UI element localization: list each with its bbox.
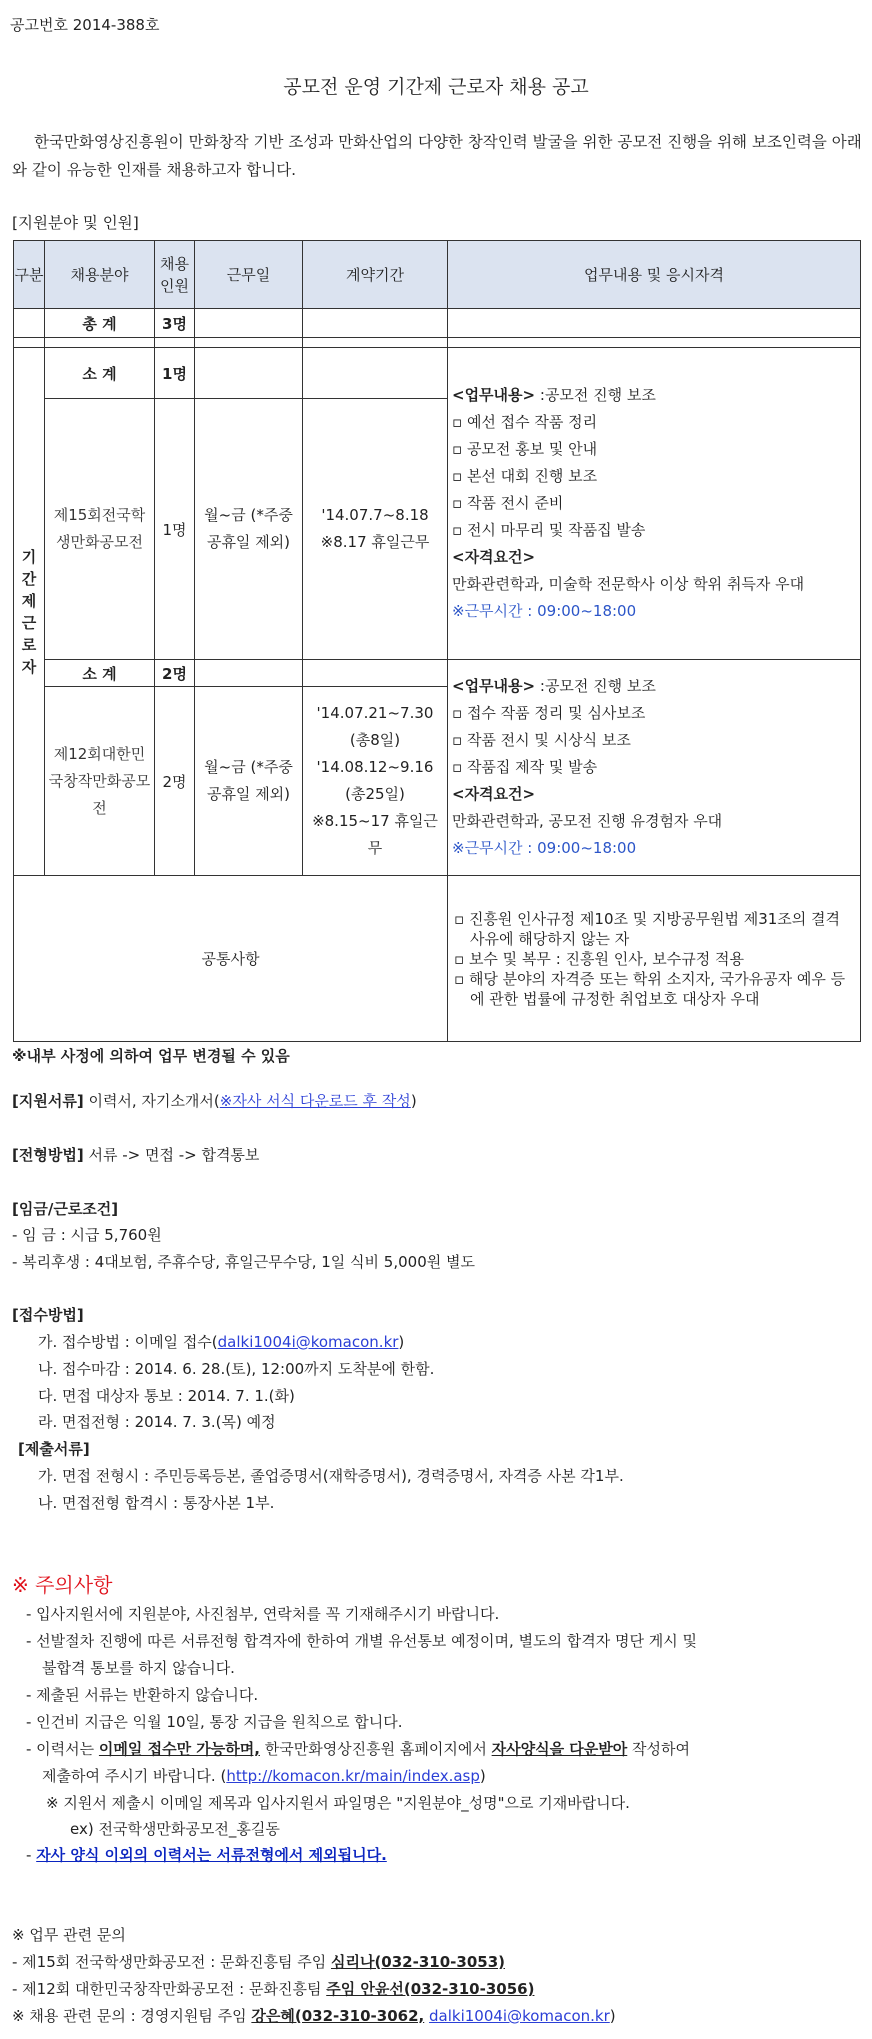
wage-label: [임금/근로조건] bbox=[12, 1200, 119, 1218]
wage-item: - 복리후생 : 4대보험, 주휴수당, 휴일근무수당, 1일 식비 5,000원 별도 bbox=[12, 1253, 475, 1271]
group2-subtotal-label: 소 계 bbox=[45, 660, 155, 687]
exclude-line: - 자사 양식 이외의 이력서는 서류전형에서 제외됩니다. bbox=[26, 1846, 387, 1864]
group2-duty-cell: <업무내용> :공모전 진행 보조 ▫ 접수 작품 정리 및 심사보조 ▫ 작품 전시 및 시상식 보조 ▫ 작품집 제작 및 발송 <자격요건> 만화관련학과, 공모전 진행 유경험자 우대 ※근무시간 : 09:00~18:00 bbox=[448, 660, 861, 876]
change-notice: ※내부 사정에 의하여 업무 변경될 수 있음 bbox=[12, 1047, 290, 1065]
group1-duty-item: 예선 접수 작품 정리 bbox=[466, 413, 598, 431]
caution-title: ※ 주의사항 bbox=[12, 1573, 113, 1597]
contacts-title: ※ 업무 관련 문의 bbox=[12, 1926, 126, 1944]
group2-work-hours: ※근무시간 : 09:00~18:00 bbox=[452, 839, 637, 857]
group2-qual-title: <자격요건> bbox=[452, 785, 536, 803]
intro-paragraph: 한국만화영상진흥원이 만화창작 기반 조성과 만화산업의 다양한 창작인력 발굴을 위한 공모전 진행을 위해 보조인력을 아래와 같이 유능한 인재를 채용하고자 합니다. bbox=[12, 133, 862, 179]
header-gubun: 구분 bbox=[14, 241, 45, 309]
caution-item: - 인건비 지급은 익월 10일, 통장 지급을 원칙으로 합니다. bbox=[26, 1713, 403, 1731]
receipt-item: 나. 접수마감 : 2014. 6. 28.(토), 12:00까지 도착분에 한함. bbox=[38, 1360, 435, 1378]
group1-duty-item: 본선 대회 진행 보조 bbox=[466, 467, 598, 485]
receipt-item: 다. 면접 대상자 통보 : 2014. 7. 1.(화) bbox=[38, 1387, 295, 1405]
email-note: ※ 지원서 제출시 이메일 제목과 입사지원서 파일명은 "지원분야_성명"으로 기재바랍니다. bbox=[46, 1794, 630, 1812]
receipt-label: [접수방법] bbox=[12, 1306, 84, 1324]
caution-item: - 제출된 서류는 반환하지 않습니다. bbox=[26, 1686, 259, 1704]
group2-workday: 월~금 (*주중공휴일 제외) bbox=[195, 687, 303, 876]
header-workday: 근무일 bbox=[195, 241, 303, 309]
resume-line-2: 제출하여 주시기 바랍니다. (http://komacon.kr/main/index.asp) bbox=[42, 1767, 486, 1785]
group1-duty-title: <업무내용> bbox=[452, 386, 536, 404]
group2-duty-item: 작품집 제작 및 발송 bbox=[466, 758, 598, 776]
group1-duty-item: 작품 전시 준비 bbox=[466, 494, 564, 512]
contact-line: - 제15회 전국학생만화공모전 : 문화진흥팀 주임 심리나(032-310-3053) bbox=[12, 1953, 505, 1971]
group1-duty-item: 공모전 홍보 및 안내 bbox=[466, 440, 598, 458]
group2-field: 제12회대한민국창작만화공모전 bbox=[45, 687, 155, 876]
common-label: 공통사항 bbox=[14, 876, 448, 1042]
group1-count: 1명 bbox=[155, 399, 195, 660]
group1-field: 제15회전국학생만화공모전 bbox=[45, 399, 155, 660]
section-label: [지원분야 및 인원] bbox=[12, 214, 139, 232]
submit-item: 나. 면접전형 합격시 : 통장사본 1부. bbox=[38, 1494, 275, 1512]
header-field: 채용분야 bbox=[45, 241, 155, 309]
submit-label: [제출서류] bbox=[18, 1440, 90, 1458]
caution-item: 불합격 통보를 하지 않습니다. bbox=[42, 1659, 235, 1677]
group2-duty-item: 작품 전시 및 시상식 보조 bbox=[466, 731, 631, 749]
category-cell: 기간제근로자 bbox=[14, 348, 45, 876]
contact-line: ※ 채용 관련 문의 : 경영지원팀 주임 강은혜(032-310-3062, dalki1004i@komacon.kr) bbox=[12, 2007, 616, 2025]
group2-period: '14.07.21~7.30 (총8일) '14.08.12~9.16 (총25일) ※8.15~17 휴일근무 bbox=[303, 687, 448, 876]
group2-duty-title: <업무내용> bbox=[452, 677, 536, 695]
page-title: 공모전 운영 기간제 근로자 채용 공고 bbox=[283, 76, 589, 98]
group1-work-hours: ※근무시간 : 09:00~18:00 bbox=[452, 602, 637, 620]
receipt-item: 가. 접수방법 : 이메일 접수(dalki1004i@komacon.kr) bbox=[38, 1333, 405, 1351]
header-count: 채용인원 bbox=[155, 241, 195, 309]
total-count: 3명 bbox=[155, 309, 195, 338]
resume-line: - 이력서는 이메일 접수만 가능하며, 한국만화영상진흥원 홈페이지에서 자사양식을 다운받아 작성하여 bbox=[26, 1740, 690, 1758]
caution-item: - 선발절차 진행에 따른 서류전형 합격자에 한하여 개별 유선통보 예정이며, 별도의 합격자 명단 게시 및 bbox=[26, 1632, 698, 1650]
group1-subtotal-label: 소 계 bbox=[45, 348, 155, 399]
header-period: 계약기간 bbox=[303, 241, 448, 309]
documents-line: [지원서류] 이력서, 자기소개서(※자사 서식 다운로드 후 작성) bbox=[12, 1092, 417, 1110]
contact-email-link[interactable]: dalki1004i@komacon.kr bbox=[429, 2007, 610, 2025]
common-item: 진흥원 인사규정 제10조 및 지방공무원법 제31조의 결격 사유에 해당하지 않는 자 bbox=[468, 909, 841, 948]
group2-subtotal-count: 2명 bbox=[155, 660, 195, 687]
receipt-email-link[interactable]: dalki1004i@komacon.kr bbox=[217, 1333, 399, 1351]
group1-workday: 월~금 (*주중공휴일 제외) bbox=[195, 399, 303, 660]
process-line: [전형방법] 서류 -> 면접 -> 합격통보 bbox=[12, 1146, 260, 1164]
common-item: 해당 분야의 자격증 또는 학위 소지자, 국가유공자 예우 등에 관한 법률에 규정한 취업보호 대상자 우대 bbox=[468, 969, 846, 1008]
group2-count: 2명 bbox=[155, 687, 195, 876]
total-label: 총 계 bbox=[45, 309, 155, 338]
email-example: ex) 전국학생만화공모전_홍길동 bbox=[70, 1820, 280, 1838]
group2-duty-item: 접수 작품 정리 및 심사보조 bbox=[466, 704, 646, 722]
wage-item: - 임 금 : 시급 5,760원 bbox=[12, 1226, 162, 1244]
submit-item: 가. 면접 전형시 : 주민등록등본, 졸업증명서(재학증명서), 경력증명서, 자격증 사본 각1부. bbox=[38, 1467, 624, 1485]
homepage-link[interactable]: http://komacon.kr/main/index.asp bbox=[226, 1767, 480, 1785]
total-blank bbox=[14, 309, 45, 338]
group2-qual-text: 만화관련학과, 공모전 진행 유경험자 우대 bbox=[452, 812, 723, 830]
header-duty: 업무내용 및 응시자격 bbox=[448, 241, 861, 309]
recruitment-table bbox=[13, 240, 861, 1042]
group1-duty-item: 전시 마무리 및 작품집 발송 bbox=[466, 521, 646, 539]
common-item: 보수 및 복무 : 진흥원 인사, 보수규정 적용 bbox=[468, 949, 744, 968]
form-download-link[interactable]: ※자사 서식 다운로드 후 작성 bbox=[219, 1092, 411, 1110]
contact-line: - 제12회 대한민국창작만화공모전 : 문화진흥팀 주임 안윤선(032-310-3056) bbox=[12, 1980, 535, 1998]
group1-qual-title: <자격요건> bbox=[452, 548, 536, 566]
group1-subtotal-count: 1명 bbox=[155, 348, 195, 399]
common-items: ▫ 진흥원 인사규정 제10조 및 지방공무원법 제31조의 결격 사유에 해당하지 않는 자 ▫ 보수 및 복무 : 진흥원 인사, 보수규정 적용 ▫ 해당 분야의 자격증 또는 학위 소지자, 국가유공자 예우 등에 관한 법률에 규정한 취업보호 대상자 우대 bbox=[448, 876, 861, 1042]
group1-qual-text: 만화관련학과, 미술학 전문학사 이상 학위 취득자 우대 bbox=[452, 575, 805, 593]
receipt-item: 라. 면접전형 : 2014. 7. 3.(목) 예정 bbox=[38, 1413, 276, 1431]
caution-item: - 입사지원서에 지원분야, 사진첨부, 연락처를 꼭 기재해주시기 바랍니다. bbox=[26, 1605, 500, 1623]
group1-duty-cell: <업무내용> :공모전 진행 보조 ▫ 예선 접수 작품 정리 ▫ 공모전 홍보 및 안내 ▫ 본선 대회 진행 보조 ▫ 작품 전시 준비 ▫ 전시 마무리 및 작품집 발송 <자격요건> 만화관련학과, 미술학 전문학사 이상 학위 취득자 우대 ※근무시간 : 09:00~18:00 bbox=[448, 348, 861, 660]
notice-number: 공고번호 2014-388호 bbox=[10, 16, 160, 34]
group1-period: '14.07.7~8.18 ※8.17 휴일근무 bbox=[303, 399, 448, 660]
